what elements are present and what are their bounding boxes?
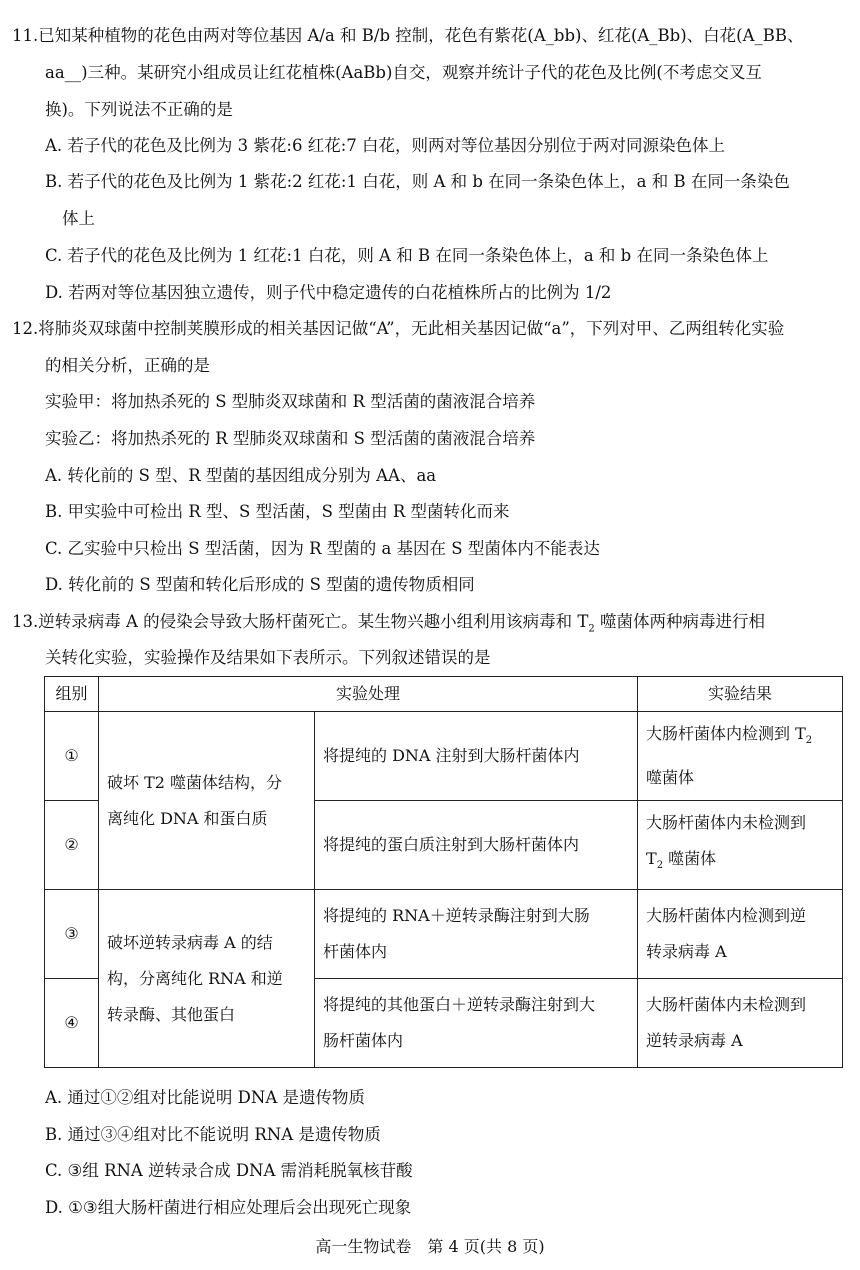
result-prefix: T [646,849,657,869]
q12-option-d: D. 转化前的 S 型菌和转化后形成的 S 型菌的遗传物质相同 [45,575,475,594]
result-line: 大肠杆菌体内未检测到 [646,813,807,833]
q11-option-b: B. 若子代的花色及比例为 1 紫花:2 红花:1 白花，则 A 和 b 在同一条染色体上，a 和 B 在同一条染色 [45,172,790,191]
treatment-line: 将提纯的其他蛋白＋逆转录酶注射到大 [323,995,596,1014]
q12-experiment-a: 实验甲：将加热杀死的 S 型肺炎双球菌和 R 型活菌的菌液混合培养 [45,392,536,411]
table-row [45,712,843,801]
treatment-line: 肠杆菌体内 [323,1031,404,1050]
q13-option-c: C. ③组 RNA 逆转录合成 DNA 需消耗脱氧核苷酸 [45,1161,413,1180]
row-result [638,801,843,890]
q13-stem-line1 [12,610,765,641]
result-subscript: 2 [656,860,664,872]
q12-option-a: A. 转化前的 S 型、R 型菌的基因组成分别为 AA、aa [45,466,437,485]
row-id: ④ [45,979,99,1068]
result-line: 逆转录病毒 A [646,1031,743,1050]
q11-option-c: C. 若子代的花色及比例为 1 红花:1 白花，则 A 和 B 在同一条染色体上，a 和 b 在同一条染色体上 [45,246,769,265]
table-row [45,890,843,979]
experiment-table [44,676,843,1068]
q12-experiment-b: 实验乙：将加热杀死的 R 型肺炎双球菌和 S 型活菌的菌液混合培养 [45,429,536,448]
q13-option-d: D. ①③组大肠杆菌进行相应处理后会出现死亡现象 [45,1198,412,1217]
result-line: 噬菌体 [646,767,695,787]
row-result [638,712,843,801]
result-line: 大肠杆菌体内检测到逆 [646,906,807,925]
q11-option-b-cont: 体上 [62,209,95,228]
q11-stem-line3: 换)。下列说法不正确的是 [45,100,233,119]
treatment-line: 将提纯的 RNA＋逆转录酶注射到大肠 [323,906,590,925]
row-result [638,979,843,1068]
result-line: 噬菌体 [663,849,717,869]
group-a-line: 破坏 T2 噬菌体结构，分 [107,772,283,792]
row-treatment: 将提纯的蛋白质注射到大肠杆菌体内 [315,801,638,890]
q11-stem-line2: aa__)三种。某研究小组成员让红花植株(AaBb)自交，观察并统计子代的花色及比例(不考虑交叉互 [45,63,762,82]
group-b-line: 转录酶、其他蛋白 [107,1004,236,1024]
group-b-line: 破坏逆转录病毒 A 的结 [107,932,273,952]
row-result [638,890,843,979]
row-treatment: 将提纯的 DNA 注射到大肠杆菌体内 [315,712,638,801]
row-treatment [315,979,638,1068]
group-a-treatment [99,712,315,890]
table-header-row [45,677,843,712]
q13-option-b: B. 通过③④组对比不能说明 RNA 是遗传物质 [45,1125,381,1144]
group-b-treatment [99,890,315,1068]
row-id: ③ [45,890,99,979]
q11-option-a: A. 若子代的花色及比例为 3 紫花:6 红花:7 白花，则两对等位基因分别位于两对同源染色体上 [45,136,725,155]
header-result: 实验结果 [638,677,843,712]
group-a-line: 离纯化 DNA 和蛋白质 [107,808,268,828]
q13-stem-line2: 关转化实验，实验操作及结果如下表所示。下列叙述错误的是 [45,648,491,667]
q13-option-a: A. 通过①②组对比能说明 DNA 是遗传物质 [45,1088,365,1107]
q12-stem-line1: 12.将肺炎双球菌中控制荚膜形成的相关基因记做“A”，无此相关基因记做“a”，下列对甲、乙两组转化实验 [12,319,785,338]
row-id: ① [45,712,99,801]
treatment-line: 杆菌体内 [323,942,388,961]
page-footer: 高一生物试卷 第 4 页(共 8 页) [315,1237,545,1256]
group-b-line: 构，分离纯化 RNA 和逆 [107,968,283,988]
q12-option-b: B. 甲实验中可检出 R 型、S 型活菌，S 型菌由 R 型菌转化而来 [45,502,510,521]
row-treatment [315,890,638,979]
header-group: 组别 [45,677,99,712]
result-subscript: 2 [805,735,813,747]
row-id: ② [45,801,99,890]
q13-stem-subscript: 2 [588,623,595,635]
q12-option-c: C. 乙实验中只检出 S 型活菌，因为 R 型菌的 a 基因在 S 型菌体内不能表达 [45,539,600,558]
result-line: 转录病毒 A [646,942,727,961]
q13-stem-text-b: 噬菌体两种病毒进行相 [594,612,766,631]
q11-stem-line1: 11.已知某种植物的花色由两对等位基因 A/a 和 B/b 控制，花色有紫花(A_bb)、红花(A_Bb)、白花(A_BB、 [12,26,804,45]
q13-stem-text-a: 13.逆转录病毒 A 的侵染会导致大肠杆菌死亡。某生物兴趣小组利用该病毒和 T [12,612,589,631]
result-line: 大肠杆菌体内未检测到 [646,995,807,1014]
header-treatment: 实验处理 [99,677,638,712]
result-line: 大肠杆菌体内检测到 T [646,724,806,744]
q12-stem-line2: 的相关分析，正确的是 [45,356,210,375]
q11-option-d: D. 若两对等位基因独立遗传，则子代中稳定遗传的白花植株所占的比例为 1/2 [45,283,612,302]
